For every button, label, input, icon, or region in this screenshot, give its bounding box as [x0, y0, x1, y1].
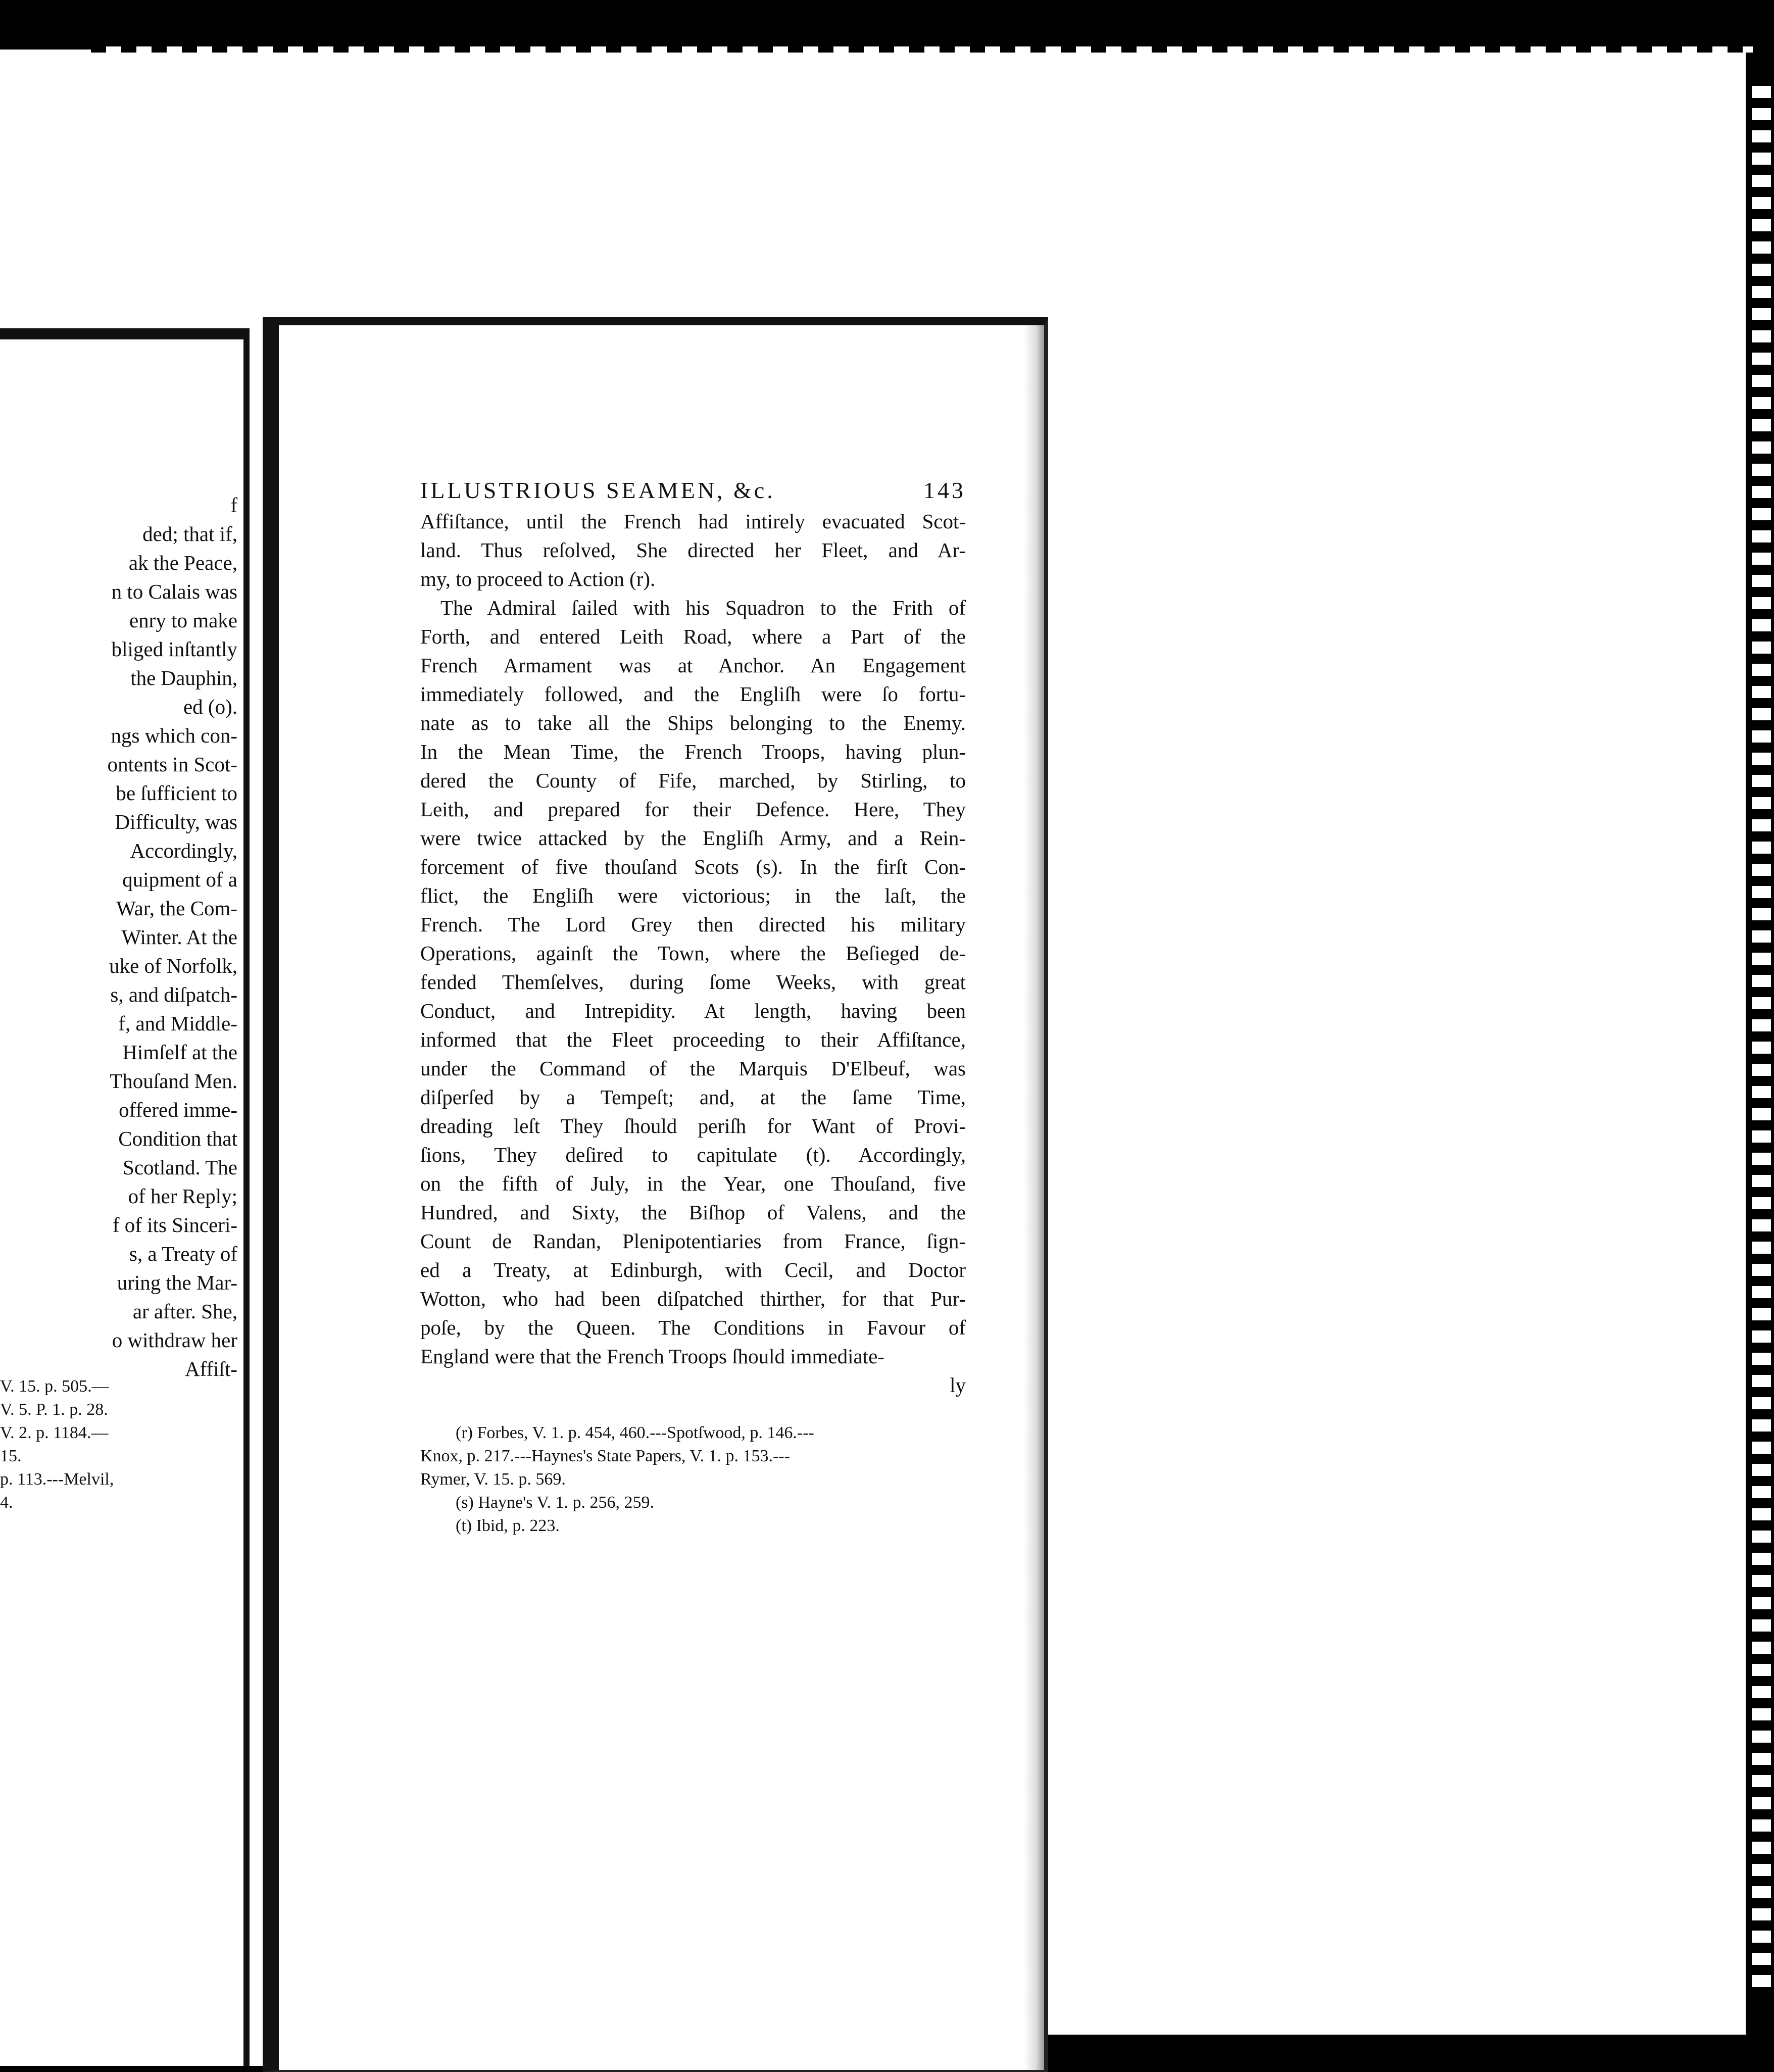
book-page — [263, 317, 1048, 2072]
footnote-line: Knox, p. 217.---Haynes's State Papers, V. 1. p. 153.--- — [420, 1447, 790, 1465]
text-line: Conduct, and Intrepidity. At length, having been — [420, 999, 966, 1022]
fragment-line: f — [230, 494, 237, 517]
text-line: dreading leſt They ſhould periſh for Want of Provi- — [420, 1114, 966, 1138]
fragment-line: enry to make — [129, 609, 237, 632]
text-line: fended Themſelves, during ſome Weeks, with great — [420, 970, 966, 994]
fragment-line: n to Calais was — [111, 580, 237, 603]
text-line: on the fifth of July, in the Year, one Thouſand, five — [420, 1172, 966, 1195]
text-line: Affiſtance, until the French had intirely evacuated Scot- — [420, 510, 966, 533]
previous-page-text — [0, 491, 237, 1384]
previous-page-fragment — [0, 328, 250, 2066]
fragment-line: War, the Com- — [116, 897, 237, 920]
fragment-line: Difficulty, was — [115, 810, 237, 833]
fragment-line: Accordingly, — [130, 839, 237, 862]
text-line: diſperſed by a Tempeſt; and, at the ſame Time, — [420, 1086, 966, 1109]
text-line: Count de Randan, Plenipotentiaries from France, ſign- — [420, 1229, 966, 1253]
fragment-line: ak the Peace, — [128, 551, 237, 574]
text-line: ſions, They deſired to capitulate (t). Accordingly, — [420, 1143, 966, 1166]
text-line: land. Thus reſolved, She directed her Fleet, and Ar- — [420, 538, 966, 562]
fragment-line: bliged inſtantly — [111, 637, 237, 661]
text-line: Operations, againſt the Town, where the Beſieged de- — [420, 942, 966, 965]
fragment-line: ontents in Scot- — [107, 753, 237, 776]
footnote-line: Rymer, V. 15. p. 569. — [420, 1470, 566, 1489]
text-line: Hundred, and Sixty, the Biſhop of Valens, and the — [420, 1201, 966, 1224]
fragment-line: uring the Mar- — [117, 1271, 237, 1294]
text-line: The Admiral ſailed with his Squadron to the Frith of — [440, 596, 966, 619]
running-header — [420, 477, 966, 504]
footnote-line: (t) Ibid, p. 223. — [456, 1516, 560, 1535]
text-line: under the Command of the Marquis D'Elbeuf, was — [420, 1057, 966, 1080]
fragment-line: offered imme- — [119, 1098, 237, 1121]
film-edge-top — [91, 46, 1753, 53]
previous-page-footnotes — [0, 1375, 237, 1514]
fragment-line: Affiſt- — [184, 1357, 237, 1380]
page-number: 143 — [923, 477, 966, 503]
fragment-line: ed (o). — [183, 695, 237, 718]
fragment-line: ngs which con- — [111, 724, 237, 747]
text-line: ed a Treaty, at Edinburgh, with Cecil, and Doctor — [420, 1258, 966, 1281]
fragment-line: ded; that if, — [142, 522, 237, 546]
fragment-line: Winter. At the — [121, 925, 237, 949]
text-line: informed that the Fleet proceeding to their Affiſtance, — [420, 1028, 966, 1051]
film-edge-right — [1752, 76, 1771, 1995]
footnote-line: (r) Forbes, V. 1. p. 454, 460.---Spotſwood, p. 146.--- — [456, 1423, 814, 1442]
text-line: immediately followed, and the Engliſh were ſo fortu- — [420, 682, 966, 706]
fragment-line: o withdraw her — [112, 1328, 237, 1352]
fragment-line: f, and Middle- — [118, 1012, 237, 1035]
text-line: my, to proceed to Action (r). — [420, 567, 656, 590]
text-line: poſe, by the Queen. The Conditions in Favour of — [420, 1316, 966, 1339]
fragment-line: s, and diſpatch- — [110, 983, 237, 1006]
fragment-line: the Dauphin, — [130, 666, 237, 689]
text-line: flict, the Engliſh were victorious; in the laſt, the — [420, 884, 966, 907]
text-line: Leith, and prepared for their Defence. Here, They — [420, 798, 966, 821]
text-line: Forth, and entered Leith Road, where a Part of the — [420, 625, 966, 648]
fragment-line: be ſufficient to — [116, 781, 237, 805]
fragment-line: Thouſand Men. — [110, 1069, 237, 1093]
fragment-note: p. 113.---Melvil, — [0, 1470, 114, 1489]
fragment-line: ar after. She, — [132, 1300, 237, 1323]
fragment-line: s, a Treaty of — [129, 1242, 237, 1265]
fragment-line: of her Reply; — [128, 1185, 237, 1208]
footnotes — [420, 1421, 966, 1538]
text-line: England were that the French Troops ſhould immediate- — [420, 1345, 884, 1368]
fragment-note: 15. — [0, 1447, 22, 1465]
fragment-line: Condition that — [118, 1127, 237, 1150]
fragment-note: V. 15. p. 505.— — [0, 1377, 109, 1396]
fragment-note: 4. — [0, 1493, 13, 1512]
fragment-note: V. 2. p. 1184.— — [0, 1423, 109, 1442]
fragment-line: Himſelf at the — [122, 1041, 237, 1064]
footnote-line: (s) Hayne's V. 1. p. 256, 259. — [456, 1493, 655, 1512]
fragment-note: V. 5. P. 1. p. 28. — [0, 1400, 108, 1419]
fragment-line: f of its Sinceri- — [112, 1213, 237, 1237]
fragment-line: uke of Norfolk, — [109, 954, 237, 977]
running-title: ILLUSTRIOUS SEAMEN, &c. — [420, 477, 775, 503]
text-line: French. The Lord Grey then directed his military — [420, 913, 966, 936]
text-line: nate as to take all the Ships belonging to the Enemy. — [420, 711, 966, 734]
text-line: French Armament was at Anchor. An Engagement — [420, 654, 966, 677]
text-line: ly — [950, 1373, 966, 1397]
body-text — [420, 507, 966, 1400]
text-line: In the Mean Time, the French Troops, having plun- — [420, 740, 966, 763]
text-line: forcement of five thouſand Scots (s). In the firſt Con- — [420, 855, 966, 878]
fragment-line: Scotland. The — [123, 1156, 237, 1179]
text-line: dered the County of Fife, marched, by Stirling, to — [420, 769, 966, 792]
page-edge-shadow — [1024, 325, 1044, 2070]
text-line: Wotton, who had been diſpatched thirther, for that Pur- — [420, 1287, 966, 1310]
fragment-line: quipment of a — [122, 868, 237, 891]
text-line: were twice attacked by the Engliſh Army, and a Rein- — [420, 826, 966, 850]
